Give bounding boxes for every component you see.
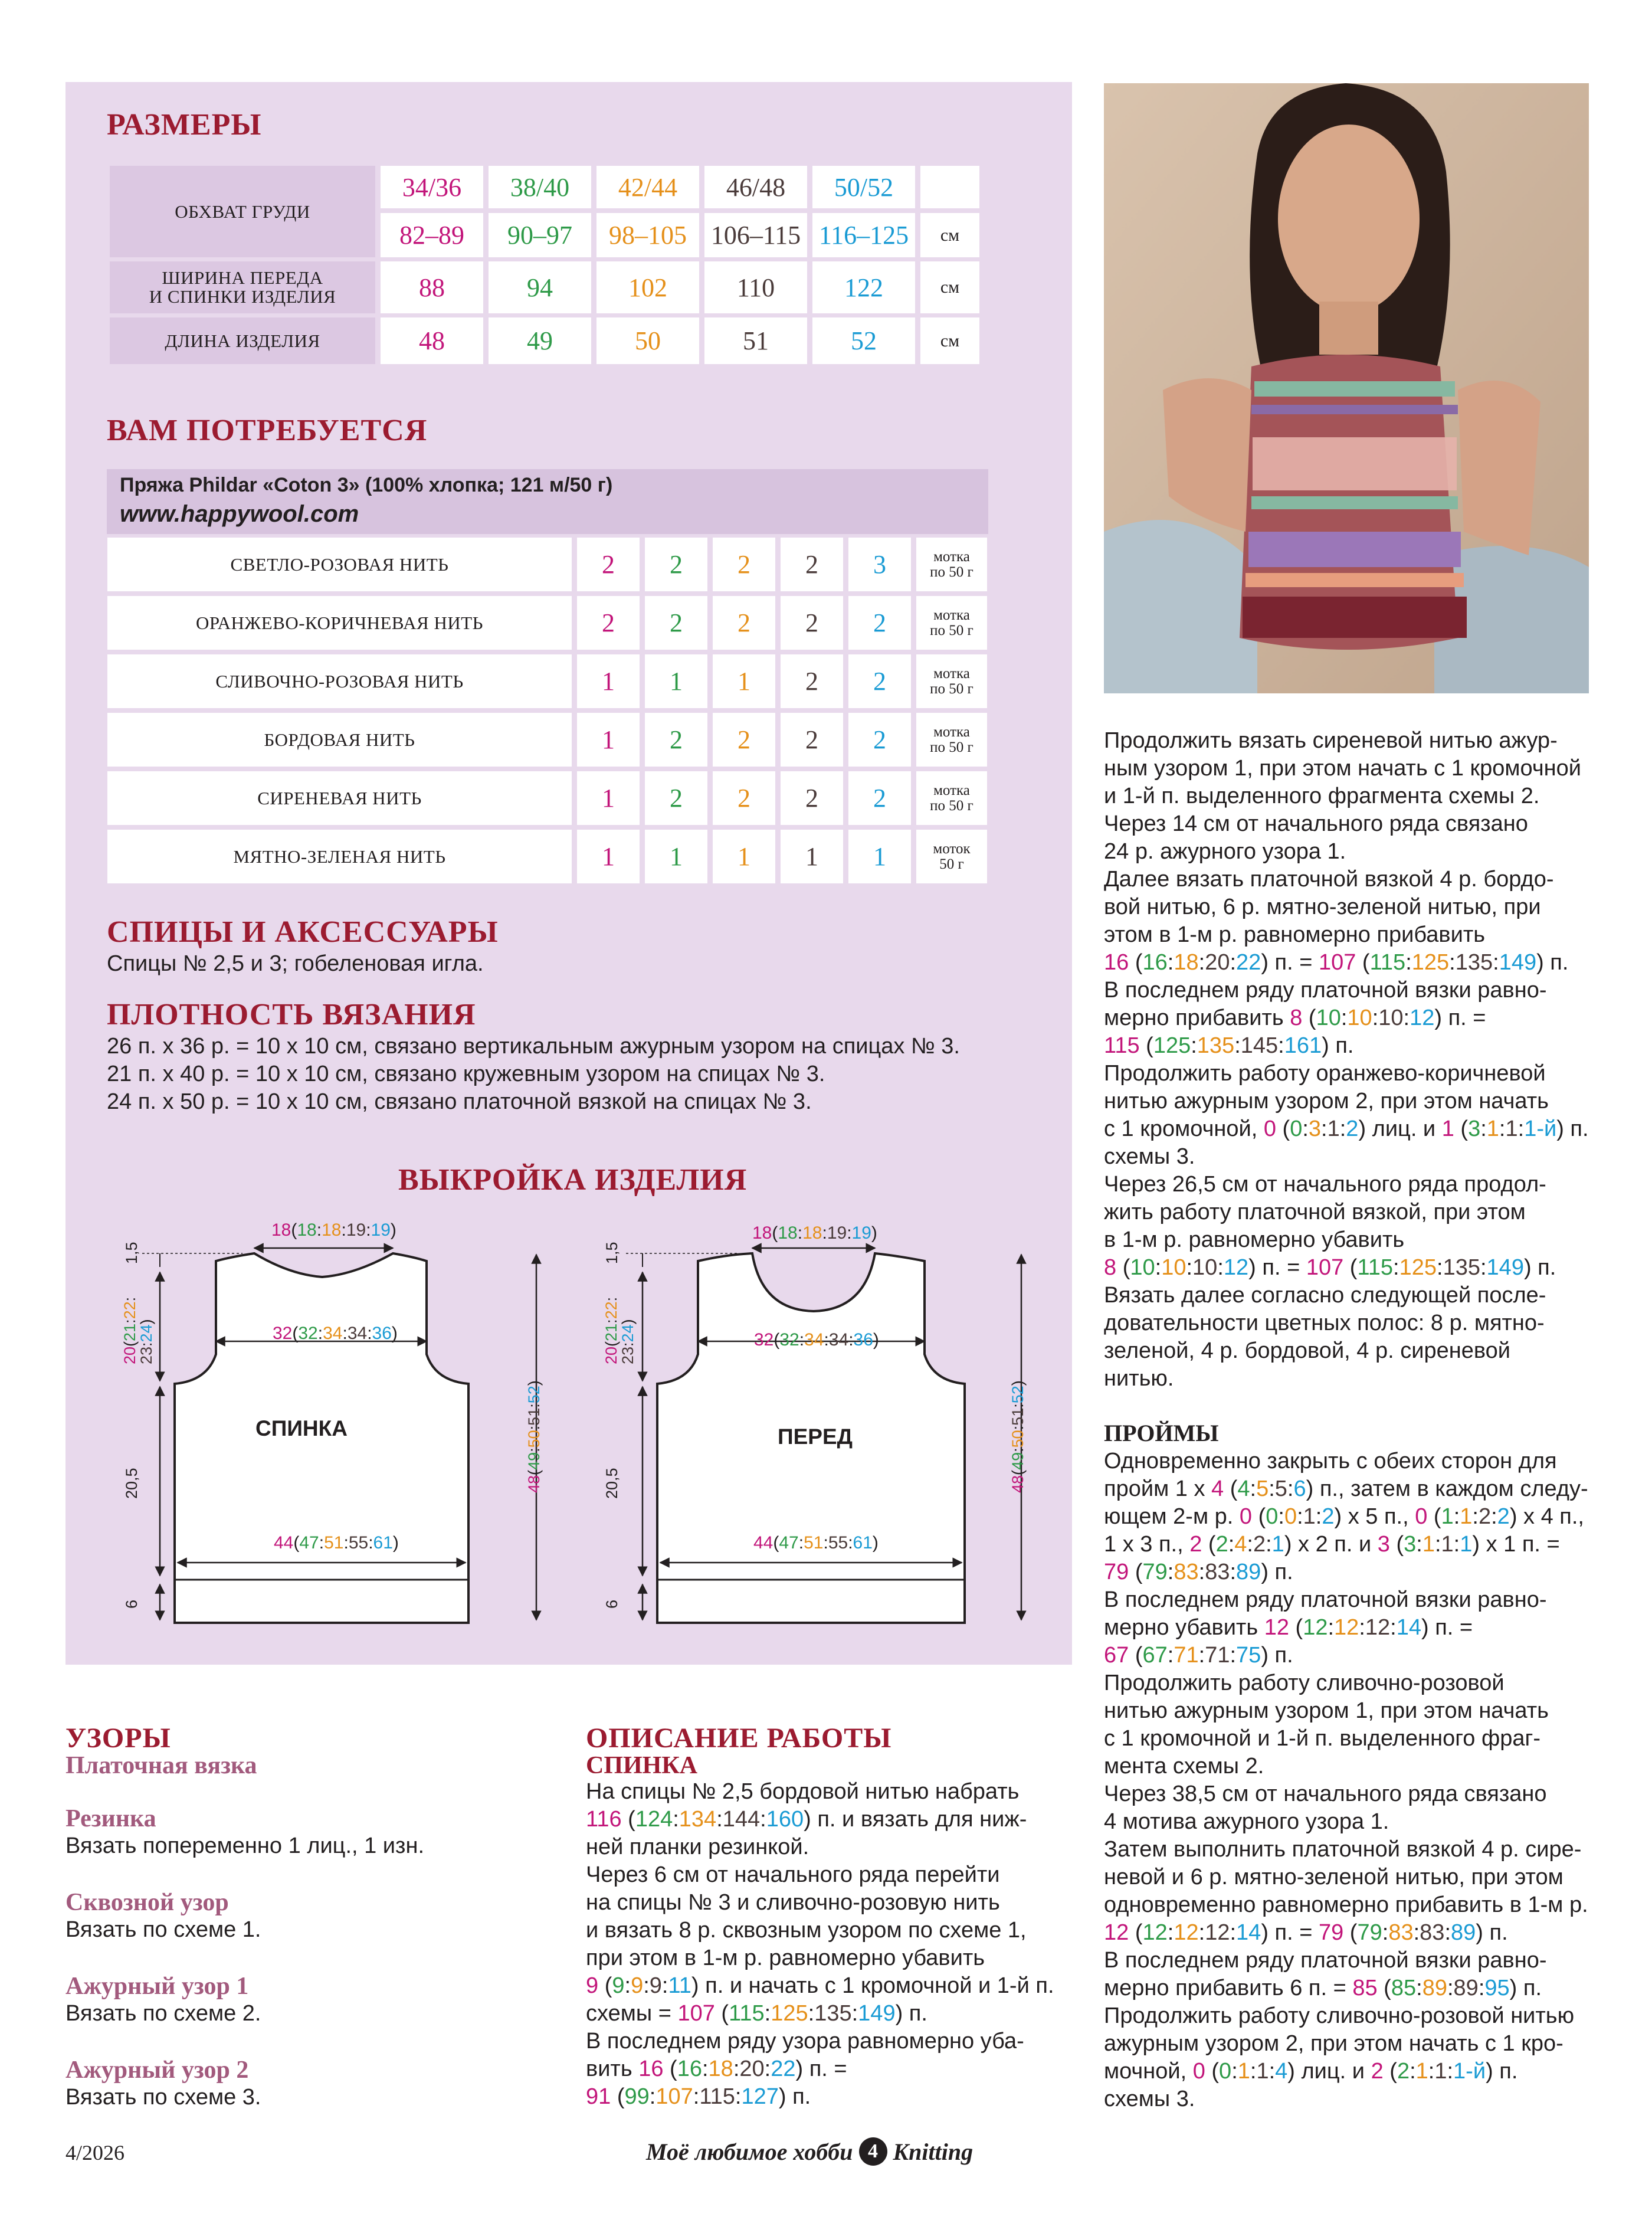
yarn-label: МЯТНО-ЗЕЛЕНАЯ НИТЬ [107, 830, 572, 883]
size-label-chest: ОБХВАТ ГРУДИ [110, 166, 375, 257]
pattern-name: Сквозной узор [65, 1889, 229, 1916]
gauge-line: 26 п. x 36 р. = 10 x 10 см, связано вертикальным ажурным узором на спицах № 3. [107, 1034, 960, 1059]
yarn-qty: 2 [645, 538, 707, 591]
yarn-qty: 2 [781, 771, 843, 825]
chest-value: 116–125 [812, 213, 915, 257]
yarn-qty: 2 [781, 654, 843, 708]
front-neck-dim: 18(18:18:19:19) [752, 1223, 877, 1243]
model-photo [1104, 83, 1589, 693]
front-length-dim: 48(49:50:51:52) [1009, 1380, 1027, 1493]
magazine-name: Моё любимое хобби [646, 2138, 853, 2165]
length-value: 50 [596, 317, 699, 364]
width-value: 102 [596, 261, 699, 313]
magazine-series: Knitting [893, 2138, 974, 2165]
back-length-dim: 48(49:50:51:52) [525, 1380, 543, 1493]
pattern-desc: Вязать попеременно 1 лиц., 1 изн. [65, 1833, 424, 1858]
back-label: СПИНКА [255, 1416, 348, 1440]
yarn-website: www.happywool.com [120, 501, 359, 527]
back-instructions: На спицы № 2,5 бордовой нитью набрать 116 (124:134:144:160) п. и вязать для ниж- ней планки резинкой. Через 6 см от начального ряда перейти на спицы № 3 и сливочно-розовую нить и вязать 8 р. сквозным узором по схеме 1, при этом в 1-м р. равномерно убавить 9 (9:9:9:11) п. и начать с 1 кромочной и 1-й п. схемы = 107 (115:125:135:149) п. В последнем ряду узора равномерно уба- вить 16 (16:18:20:22) п. = 91 (99:107:115:127) п. [586, 1779, 1054, 2109]
back-continue-text: Продолжить вязать сиреневой нитью ажур- ным узором 1, при этом начать с 1 кромочной и 1-й п. выделенного фрагмента схемы 2. Через 14 см от начального ряда связано 24 р. ажурного узора 1. Далее вязать платочной вязкой 4 р. бордо- вой нитью, 6 р. мятно-зеленой нитью, при этом в 1-м р. равномерно прибавить 16 (16:18:20:22) п. = 107 (115:125:135:149) п. В последнем ряду платочной вязки равно- мерно прибавить 8 (10:10:10:12) п. = 115 (125:135:145:161) п. Продолжить работу оранжево-коричневой нитью ажурным узором 2, при этом начать с 1 кромочной, 0 (0:3:1:2) лиц. и 1 (3:1:1:1-й) п. схемы 3. Через 26,5 см от начального ряда продол- жить работу платочной вязкой, при этом в 1-м р. равномерно убавить 8 (10:10:10:12) п. = 107 (115:125:135:149) п. Вязать далее согласно следующей после- довательности цветных полос: 8 р. мятно- зеленой, 4 р. бордовой, 4 р. сиреневой нитью. [1104, 728, 1589, 1391]
yarn-qty: 2 [645, 596, 707, 650]
yarn-qty: 2 [645, 713, 707, 767]
page-number-badge: 4 [859, 2137, 887, 2166]
magazine-footer [646, 2137, 973, 2166]
back-shoulder-dim: 32(32:34:34:36) [273, 1324, 398, 1343]
yarn-qty: 2 [781, 713, 843, 767]
yarn-qty: 2 [848, 771, 911, 825]
yarn-qty: 1 [781, 830, 843, 883]
chest-value: 106–115 [704, 213, 807, 257]
yarn-qty: 2 [645, 771, 707, 825]
size-col-unit [920, 166, 979, 208]
issue-number: 4/2026 [65, 2141, 125, 2164]
pattern-title: ВЫКРОЙКА ИЗДЕЛИЯ [398, 1163, 748, 1197]
yarn-qty: 1 [577, 771, 640, 825]
needles-text: Спицы № 2,5 и 3; гобеленовая игла. [107, 951, 484, 976]
yarn-label: СВЕТЛО-РОЗОВАЯ НИТЬ [107, 538, 572, 591]
pattern-desc: Вязать по схеме 2. [65, 2001, 261, 2026]
chest-value: 90–97 [489, 213, 591, 257]
width-unit: см [920, 261, 979, 313]
back-bottom-dim: 44(47:51:55:61) [274, 1533, 399, 1553]
yarn-qty: 2 [713, 538, 775, 591]
yarn-name: Пряжа Phildar «Coton 3» (100% хлопка; 121 м/50 г) [120, 474, 613, 496]
size-label-length: ДЛИНА ИЗДЕЛИЯ [110, 317, 375, 364]
yarn-qty: 2 [848, 713, 911, 767]
yarn-qty: 2 [577, 596, 640, 650]
chest-value: 82–89 [381, 213, 483, 257]
length-value: 51 [704, 317, 807, 364]
pattern-desc: Вязать по схеме 3. [65, 2085, 261, 2110]
length-value: 48 [381, 317, 483, 364]
yarn-qty: 2 [781, 596, 843, 650]
gauge-line: 24 п. x 50 р. = 10 x 10 см, связано платочной вязкой на спицах № 3. [107, 1089, 812, 1114]
length-value: 52 [812, 317, 915, 364]
size-col-2: 38/40 [489, 166, 591, 208]
pattern-name: Резинка [65, 1805, 156, 1832]
patterns-title: УЗОРЫ [65, 1723, 171, 1754]
materials-title: ВАМ ПОТРЕБУЕТСЯ [107, 414, 428, 447]
yarn-qty: 2 [848, 654, 911, 708]
work-title: ОПИСАНИЕ РАБОТЫ [586, 1723, 892, 1754]
yarn-banner [107, 469, 988, 534]
yarn-label: СИРЕНЕВАЯ НИТЬ [107, 771, 572, 825]
front-shoulder-dim: 32(32:34:34:36) [754, 1330, 879, 1350]
back-shoulder-drop: 1,5 [123, 1242, 140, 1264]
yarn-unit: мотка по 50 г [916, 713, 987, 767]
front-rib-height: 6 [603, 1599, 621, 1609]
yarn-unit: мотка по 50 г [916, 596, 987, 650]
pattern-name: Платочная вязка [65, 1752, 257, 1779]
size-label-width: ШИРИНА ПЕРЕДА И СПИНКИ ИЗДЕЛИЯ [110, 261, 375, 313]
front-armhole-dim: 20(21:22: 23:24) [602, 1296, 637, 1364]
yarn-label: БОРДОВАЯ НИТЬ [107, 713, 572, 767]
yarn-qty: 1 [577, 830, 640, 883]
work-subtitle: СПИНКА [586, 1752, 698, 1779]
back-armhole-dim: 20(21:22: 23:24) [121, 1296, 155, 1364]
needles-title: СПИЦЫ И АКСЕССУАРЫ [107, 915, 499, 949]
yarn-unit: моток 50 г [916, 830, 987, 883]
yarn-qty: 2 [577, 538, 640, 591]
width-value: 122 [812, 261, 915, 313]
size-col-3: 42/44 [596, 166, 699, 208]
size-col-1: 34/36 [381, 166, 483, 208]
length-value: 49 [489, 317, 591, 364]
pattern-desc: Вязать по схеме 1. [65, 1917, 261, 1942]
yarn-qty: 1 [713, 830, 775, 883]
yarn-qty: 2 [713, 771, 775, 825]
pattern-diagram [65, 1204, 1072, 1646]
yarn-unit: мотка по 50 г [916, 771, 987, 825]
gauge-list [107, 1033, 1051, 1116]
yarn-unit: мотка по 50 г [916, 654, 987, 708]
back-neck-dim: 18(18:18:19:19) [271, 1220, 396, 1240]
chest-unit: см [920, 213, 979, 257]
yarn-label: ОРАНЖЕВО-КОРИЧНЕВАЯ НИТЬ [107, 596, 572, 650]
sizes-title: РАЗМЕРЫ [107, 108, 262, 142]
size-col-5: 50/52 [812, 166, 915, 208]
yarn-qty: 1 [577, 654, 640, 708]
width-value: 94 [489, 261, 591, 313]
gauge-line: 21 п. x 40 р. = 10 x 10 см, связано кружевным узором на спицах № 3. [107, 1062, 825, 1086]
yarn-label: СЛИВОЧНО-РОЗОВАЯ НИТЬ [107, 654, 572, 708]
yarn-qty: 1 [848, 830, 911, 883]
front-label: ПЕРЕД [778, 1425, 853, 1449]
model-photo-illustration [1104, 83, 1589, 693]
size-col-4: 46/48 [704, 166, 807, 208]
front-bottom-dim: 44(47:51:55:61) [753, 1533, 879, 1553]
armholes-title: ПРОЙМЫ [1104, 1420, 1219, 1446]
chest-value: 98–105 [596, 213, 699, 257]
back-rib-height: 6 [123, 1599, 140, 1609]
yarn-qty: 1 [645, 830, 707, 883]
yarn-qty: 3 [848, 538, 911, 591]
gauge-title: ПЛОТНОСТЬ ВЯЗАНИЯ [107, 998, 476, 1032]
yarn-qty: 1 [645, 654, 707, 708]
yarn-qty: 2 [848, 596, 911, 650]
yarn-qty: 2 [713, 713, 775, 767]
pattern-name: Ажурный узор 2 [65, 2057, 249, 2084]
width-value: 88 [381, 261, 483, 313]
front-body-height: 20,5 [603, 1468, 621, 1499]
length-unit: см [920, 317, 979, 364]
width-value: 110 [704, 261, 807, 313]
yarn-qty: 2 [713, 596, 775, 650]
yarn-unit: мотка по 50 г [916, 538, 987, 591]
yarn-qty: 1 [577, 713, 640, 767]
pattern-name: Ажурный узор 1 [65, 1973, 249, 2000]
yarn-qty: 1 [713, 654, 775, 708]
front-shoulder-drop: 1,5 [603, 1242, 621, 1264]
back-body-height: 20,5 [123, 1468, 140, 1499]
armholes-text: Одновременно закрыть с обеих сторон для пройм 1 x 4 (4:5:5:6) п., затем в каждом следу- ющем 2-м р. 0 (0:0:1:2) x 5 п., 0 (1:1:2:2) x 4 п., 1 x 3 п., 2 (2:4:2:1) x 2 п. и 3 (3:1:1:1) x 1 п. = 79 (79:83:83:89) п. В последнем ряду платочной вязки равно- мерно убавить 12 (12:12:12:14) п. = 67 (67:71:71:75) п. Продолжить работу сливочно-розовой нитью ажурным узором 1, при этом начать с 1 кромочной и 1-й п. выделенного фраг- мента схемы 2. Через 38,5 см от начального ряда связано 4 мотива ажурного узора 1. Затем выполнить платочной вязкой 4 р. сире- невой и 6 р. мятно-зеленой нитью, при этом одновременно равномерно прибавить в 1-м р. 12 (12:12:12:14) п. = 79 (79:83:83:89) п. В последнем ряду платочной вязки равно- мерно прибавить 6 п. = 85 (85:89:89:95) п. Продолжить работу сливочно-розовой нитью ажурным узором 2, при этом начать с 1 кро- мочной, 0 (0:1:1:4) лиц. и 2 (2:1:1:1-й) п. схемы 3. [1104, 1449, 1588, 2111]
yarn-qty: 2 [781, 538, 843, 591]
